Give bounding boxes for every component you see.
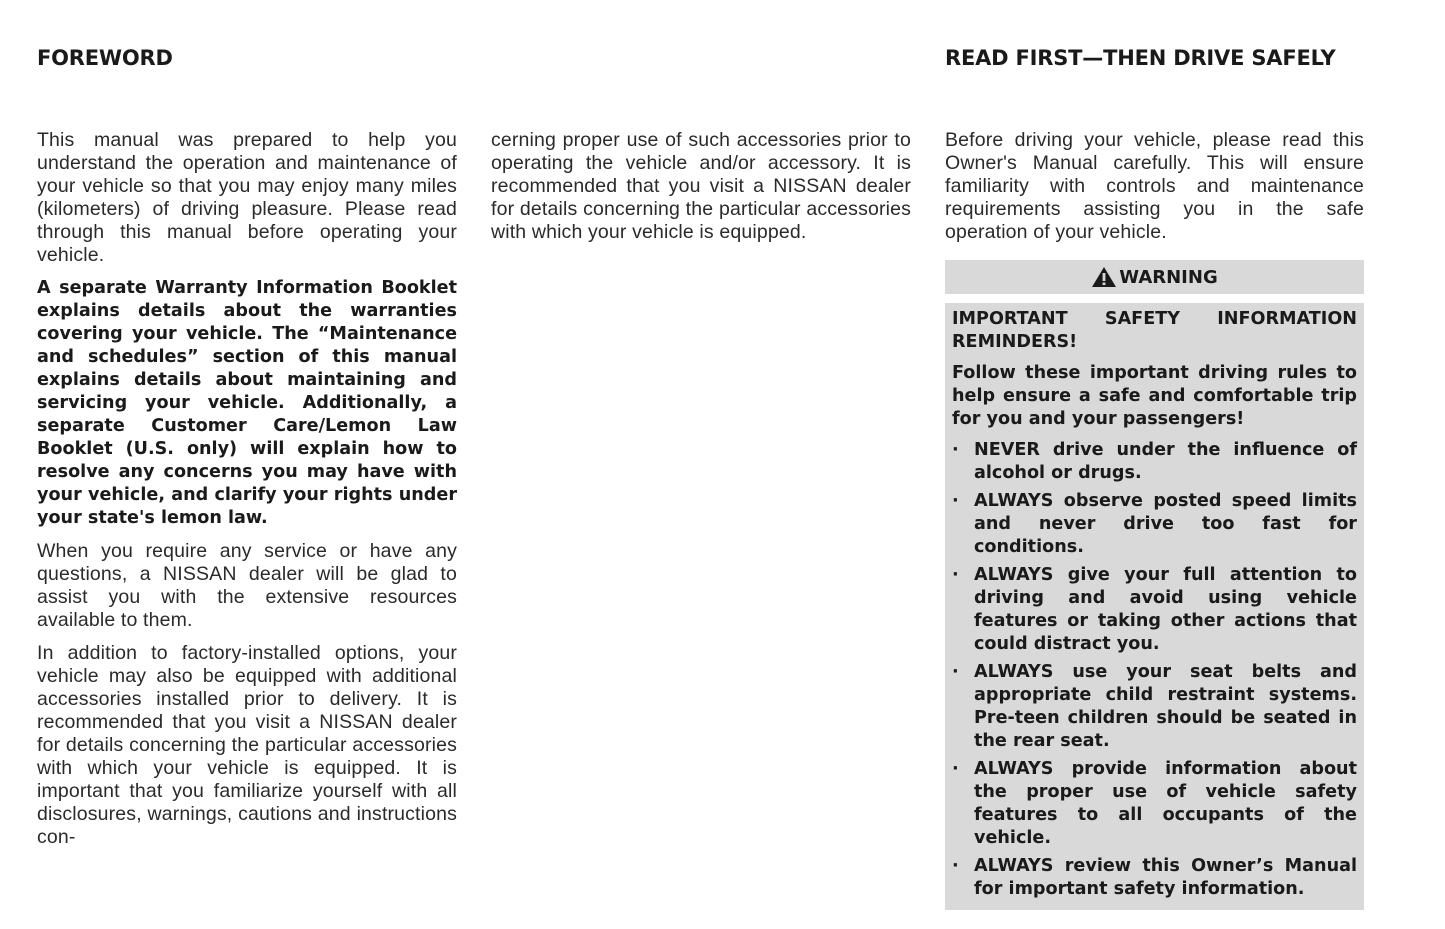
warning-header (945, 260, 1364, 294)
foreword-column-1 (37, 129, 457, 859)
warning-bullet: · ALWAYS observe posted speed limits and never drive too fast for conditions. (952, 490, 1357, 559)
warning-box (945, 303, 1364, 910)
foreword-paragraph-continued: cerning proper use of such accessories prior to operating the vehicle and/or accessory. It is recommended that you visit a NISSAN dealer for details concerning the particular accessories with which your vehicle is equipped. (491, 129, 911, 243)
warning-bullet: · ALWAYS use your seat belts and appropriate child restraint systems. Pre-teen children should be seated in the rear seat. (952, 661, 1357, 753)
foreword-paragraph-warranty: A separate Warranty Information Booklet explains details about the warranties covering your vehicle. The “Maintenance and schedules” section of this manual explains details about maintaining and servicing your vehicle. Additionally, a separate Customer Care/Lemon Law Booklet (U.S. only) will explain how to resolve any concerns you may have with your vehicle, and clarify your rights under your state's lemon law. (37, 278, 457, 528)
read-first-column (945, 129, 1364, 910)
warning-lead: Follow these important driving rules to help ensure a safe and comfortable trip for you and your passengers! (952, 363, 1357, 429)
warning-list (952, 439, 1357, 901)
foreword-paragraph-service: When you require any service or have any questions, a NISSAN dealer will be glad to assist you with the extensive resources available to them. (37, 540, 457, 631)
warning-triangle-icon (1091, 266, 1117, 288)
warning-label: WARNING (1119, 266, 1218, 288)
foreword-paragraph-accessories: In addition to factory-installed options, your vehicle may also be equipped with additional accessories installed prior to delivery. It is recommended that you visit a NISSAN dealer for details concerning the particular accessories with which your vehicle is equipped. It is important that you familiarize yourself with all disclosures, warnings, cautions and instructions con- (37, 642, 457, 848)
foreword-column-2 (491, 129, 911, 254)
warning-bullet: · ALWAYS give your full attention to driving and avoid using vehicle features or taking other actions that could distract you. (952, 564, 1357, 656)
foreword-paragraph-intro: This manual was prepared to help you understand the operation and maintenance of your vehicle so that you may enjoy many miles (kilometers) of driving pleasure. Please read through this manual before operating your vehicle. (37, 129, 457, 266)
read-first-intro: Before driving your vehicle, please read this Owner's Manual carefully. This will ensure familiarity with controls and maintenance requirements assisting you in the safe operation of your vehicle. (945, 129, 1364, 243)
warning-title: IMPORTANT SAFETY INFORMATION REMINDERS! (952, 309, 1357, 352)
warning-bullet: · ALWAYS review this Owner’s Manual for important safety information. (952, 855, 1357, 901)
section-heading-read-first: READ FIRST—THEN DRIVE SAFELY (945, 46, 1336, 70)
section-heading-foreword: FOREWORD (37, 46, 173, 70)
warning-bullet: · NEVER drive under the influence of alcohol or drugs. (952, 439, 1357, 485)
warning-bullet: · ALWAYS provide information about the proper use of vehicle safety features to all occupants of the vehicle. (952, 758, 1357, 850)
